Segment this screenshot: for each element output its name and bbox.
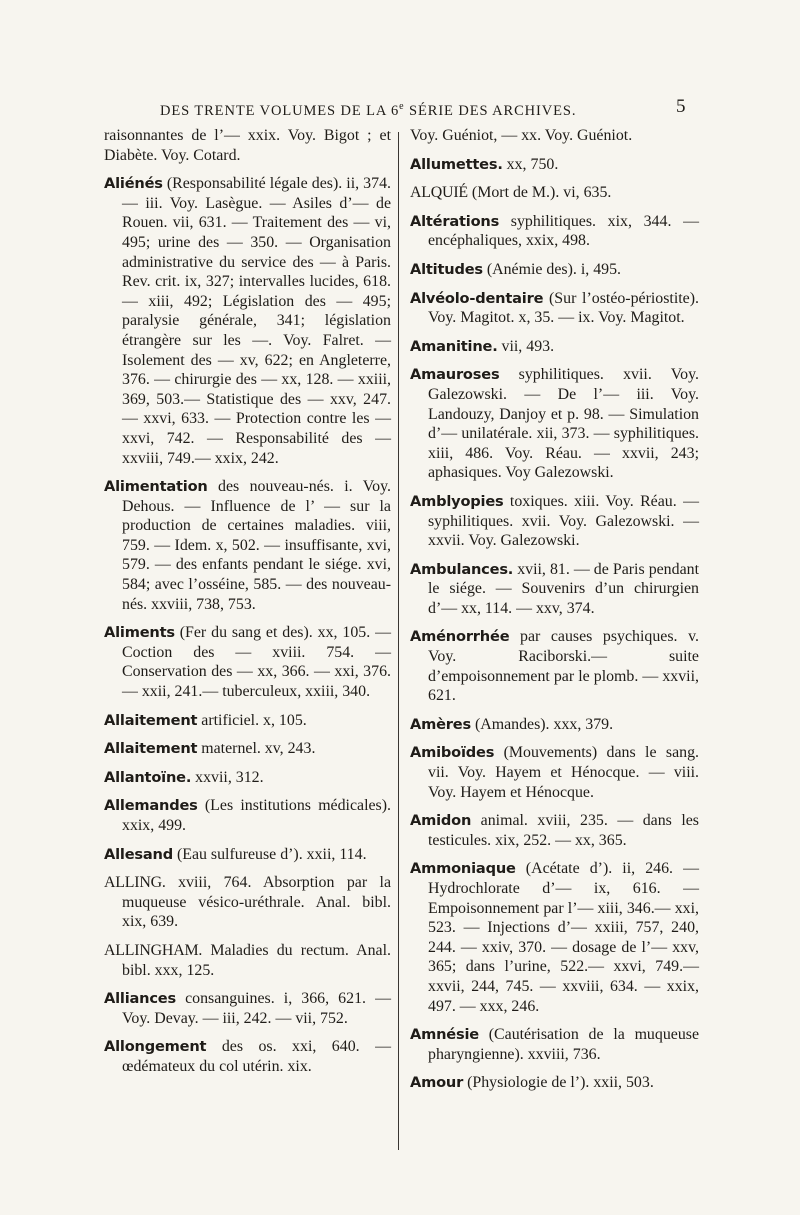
left-column bbox=[104, 126, 391, 1086]
entry-body: xx, 750. bbox=[502, 155, 559, 173]
entry-headword: Amauroses bbox=[410, 366, 500, 384]
entry-headword: Amnésie bbox=[410, 1026, 479, 1044]
index-entry bbox=[104, 873, 391, 932]
entry-body: (Amandes). xxx, 379. bbox=[470, 715, 614, 733]
entry-body: des os. xxi, 640. — œdémateux du col utérin. xix. bbox=[122, 1038, 391, 1075]
index-entry bbox=[410, 183, 699, 203]
index-entry bbox=[410, 811, 699, 850]
index-entry bbox=[410, 155, 699, 175]
entry-headword: Amiboïdes bbox=[410, 744, 495, 762]
index-entry bbox=[410, 1073, 699, 1093]
entry-body: toxiques. xiii. Voy. Réau. — syphilitiques. xvii. Voy. Galezowski. — xxvii. Voy. Galezowski. bbox=[428, 492, 699, 550]
entry-body: des nouveau-nés. i. Voy. Dehous. — Influence de l’ — sur la production de certaines maladies. viii, 759. — Idem. x, 502. — insuffisante, xvi, 579. — des enfants pendant le siége. xvi, 584; avec l’osséine, 585. — des nouveau-nés. xxviii, 738, 753. bbox=[122, 478, 391, 613]
entry-body: (Mouvements) dans le sang. vii. Voy. Hayem et Hénocque. — viii. Voy. Hayem et Hénocque. bbox=[428, 744, 699, 801]
entry-headword: Alvéolo-dentaire bbox=[410, 289, 544, 307]
index-entry bbox=[104, 126, 391, 165]
right-column bbox=[410, 126, 699, 1102]
entry-body: raisonnantes de l’— xxix. Voy. Bigot ; et Diabète. Voy. Cotard. bbox=[104, 127, 391, 164]
entry-body: (Sur l’ostéo-périostite). Voy. Magitot. x, 35. — ix. Voy. Magitot. bbox=[428, 289, 699, 327]
index-entry bbox=[104, 768, 391, 788]
entry-body: (Physiologie de l’). xxii, 503. bbox=[463, 1074, 654, 1092]
index-entry bbox=[104, 477, 391, 614]
index-entry bbox=[410, 715, 699, 735]
entry-headword: Amanitine. bbox=[410, 337, 498, 355]
entry-body: vii, 493. bbox=[497, 337, 555, 355]
entry-body: (Responsabilité légale des). ii, 374. — iii. Voy. Lasègue. — Asiles d’— de Rouen. vii, 631. — Traitement des — vi, 495; urine des — 350. — Organisation administrative du service des — à Paris. Rev. crit. ix, 327; intervalles lucides, 618. — xiii, 492; Législation des — 495; paralysie générale, 341; législation étrangère sur les —. Voy. Falret. — Isolement des — xv, 622; en Angleterre, 376. — chirurgie des — xx, 128. — xxiii, 369, 503.— Statistique des — xxv, 247. — xxvi, 633. — Protection contre les — xxvi, 742. — Responsabilité des — xxviii, 749.— xxix, 242. bbox=[122, 175, 391, 467]
index-entry bbox=[104, 941, 391, 980]
entry-body: (Eau sulfureuse d’). xxii, 114. bbox=[172, 845, 367, 863]
entry-body: consanguines. i, 366, 621. — Voy. Devay. — iii, 242. — vii, 752. bbox=[122, 990, 391, 1027]
entry-headword: Aliments bbox=[104, 624, 175, 642]
entry-headword: Amidon bbox=[410, 812, 472, 830]
entry-headword: Altitudes bbox=[410, 260, 483, 278]
entry-headword: Amères bbox=[410, 715, 471, 733]
entry-body: Maladies du rectum. Anal. bibl. xxx, 125. bbox=[122, 941, 391, 979]
entry-headword: Ambulances. bbox=[410, 560, 514, 578]
entry-body: maternel. xv, 243. bbox=[197, 740, 316, 758]
index-entry bbox=[104, 845, 391, 865]
entry-body: (Les institutions médicales). xxix, 499. bbox=[122, 797, 391, 834]
entry-headword: Altérations bbox=[410, 212, 500, 230]
index-entry bbox=[410, 859, 699, 1016]
entry-body: artificiel. x, 105. bbox=[197, 711, 307, 729]
entry-headword: Allongement bbox=[104, 1038, 207, 1056]
header-title-sup: e bbox=[399, 101, 405, 112]
entry-body: syphilitiques. xix, 344. — encéphaliques, xxix, 498. bbox=[428, 212, 699, 250]
index-entry bbox=[104, 796, 391, 835]
entry-headword: Alliances bbox=[104, 990, 176, 1008]
index-entry bbox=[410, 337, 699, 357]
entry-body: (Mort de M.). vi, 635. bbox=[467, 184, 612, 202]
index-entry bbox=[104, 1037, 391, 1076]
entry-body: xvii, 81. — de Paris pendant le siége. — Souvenirs d’un chirurgien d’— xx, 114. — xxv, 374. bbox=[428, 560, 699, 617]
entry-body: animal. xviii, 235. — dans les testicules. xix, 252. — xx, 365. bbox=[428, 812, 699, 849]
entry-headword: Allaitement bbox=[104, 740, 198, 758]
entry-headword: Allaitement bbox=[104, 711, 198, 729]
entry-headword: Amour bbox=[410, 1074, 464, 1092]
entry-body: syphilitiques. xvii. Voy. Galezowski. — De l’— iii. Voy. Landouzy, Danjoy et p. 98. — Simulation d’— unilatérale. xii, 373. — syphilitiques. xiii, 486. Voy. Réau. — xxvii, 243; aphasiques. Voy Galezowski. bbox=[428, 366, 699, 482]
index-entry bbox=[410, 1025, 699, 1064]
entry-headword: Allesand bbox=[104, 845, 173, 863]
entry-body: Voy. Guéniot, — xx. Voy. Guéniot. bbox=[410, 127, 633, 144]
index-entry bbox=[104, 739, 391, 759]
header-title-pre: DES TRENTE VOLUMES DE LA 6 bbox=[160, 102, 400, 119]
index-entry bbox=[104, 623, 391, 701]
index-entry bbox=[104, 174, 391, 468]
index-entry bbox=[410, 743, 699, 802]
entry-body: xviii, 764. Absorption par la muqueuse vésico-uréthrale. Anal. bibl. xix, 639. bbox=[122, 874, 391, 931]
index-entry bbox=[410, 212, 699, 251]
entry-headword: Amblyopies bbox=[410, 492, 504, 510]
entry-body: (Cautérisation de la muqueuse pharyngienne). xxviii, 736. bbox=[428, 1026, 699, 1063]
entry-body: (Anémie des). i, 495. bbox=[482, 260, 622, 278]
entry-headword: Allumettes. bbox=[410, 155, 503, 173]
entry-headword: Allemandes bbox=[104, 797, 198, 815]
entry-headword: ALLING. bbox=[104, 874, 166, 892]
index-entry bbox=[410, 289, 699, 328]
entry-headword: Alimentation bbox=[104, 478, 208, 496]
index-entry bbox=[104, 711, 391, 731]
index-entry bbox=[410, 627, 699, 705]
index-entry bbox=[410, 126, 699, 146]
index-entry bbox=[410, 492, 699, 551]
entry-headword: Aménorrhée bbox=[410, 628, 510, 646]
index-entry bbox=[410, 260, 699, 280]
index-entry bbox=[410, 365, 699, 483]
index-entry bbox=[410, 560, 699, 619]
page-number: 5 bbox=[676, 96, 686, 117]
header-title-post: SÉRIE DES ARCHIVES. bbox=[404, 102, 577, 119]
index-entry bbox=[104, 989, 391, 1028]
entry-headword: Aliénés bbox=[104, 175, 163, 193]
entry-headword: Ammoniaque bbox=[410, 860, 516, 878]
entry-body: (Fer du sang et des). xx, 105. — Coction des — xviii. 754. — Conservation des — xx, 366. — xxi, 376. — xxii, 241.— tuberculeux, xxiii, 340. bbox=[122, 624, 391, 701]
entry-headword: Allantoïne. bbox=[104, 768, 192, 786]
running-header bbox=[160, 101, 720, 120]
entry-body: par causes psychiques. v. Voy. Raciborski.— suite d’empoisonnement par le plomb. — xxvii, 621. bbox=[428, 628, 699, 705]
entry-body: xxvii, 312. bbox=[191, 768, 264, 786]
column-divider bbox=[398, 132, 399, 1150]
entry-body: (Acétate d’). ii, 246. — Hydrochlorate d’— ix, 616. — Empoisonnement par l’— xiii, 346.— xxi, 523. — Injections d’— xxiii, 757, 240, 244. — xxiv, 370. — dosage de l’— xxv, 365; dans l’urine, 522.— xxvi, 749.— xxvii, 244, 745. — xxviii, 634. — xxix, 497. — xxx, 246. bbox=[428, 860, 699, 1015]
entry-headword: ALLINGHAM. bbox=[104, 941, 203, 959]
entry-headword: ALQUIÉ bbox=[410, 184, 468, 202]
